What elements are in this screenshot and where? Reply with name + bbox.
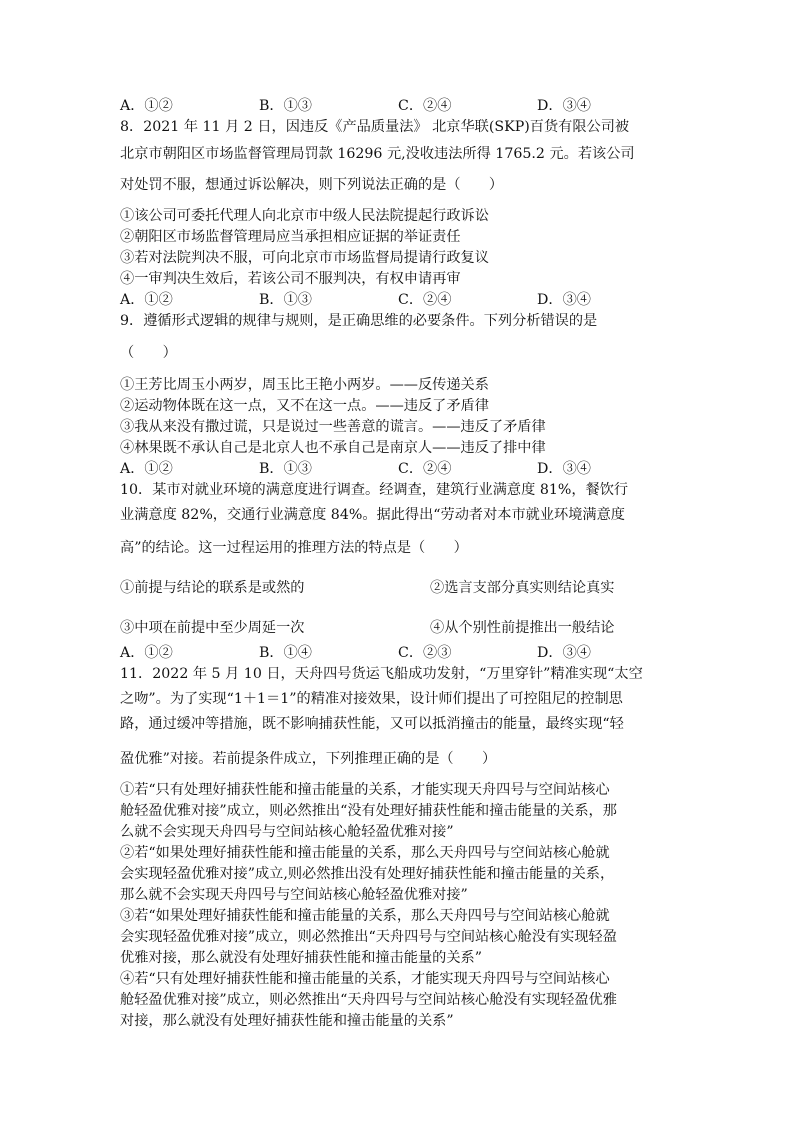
q10-option-a[interactable]: A．①②	[120, 645, 173, 661]
q8-item-3: ③若对法院判决不服，可向北京市市场监督局提请行政复议	[120, 250, 489, 266]
q8-item-4: ④一审判决生效后，若该公司不服判决，有权申请再审	[120, 271, 461, 287]
q11-stem-line-4: 盈优雅”对接。若前提条件成立，下列推理正确的是（ ）	[120, 751, 497, 767]
q7-options	[120, 96, 680, 117]
q11-stem-line-2: 之吻”。为了实现“1＋1＝1”的精准对接效果，设计师们提出了可控阻尼的控制思	[120, 691, 623, 707]
q11-item-1-line-1: ①若“只有处理好捕获性能和撞击能量的关系，才能实现天舟四号与空间站核心	[120, 782, 610, 798]
question-9	[120, 311, 680, 480]
q10-items-row-2	[120, 618, 680, 639]
q9-stem-line-2: （ ）	[120, 345, 177, 361]
q10-item-3: ③中项在前提中至少周延一次	[120, 620, 305, 636]
q11-stem-line-3: 路，通过缓冲等措施，既不影响捕获性能，又可以抵消撞击的能量，最终实现“轻	[120, 716, 624, 732]
q10-option-c[interactable]: C．②③	[398, 645, 452, 661]
q7-option-d[interactable]: D．③④	[537, 98, 591, 114]
q9-option-a[interactable]: A．①②	[120, 461, 173, 477]
q10-item-4: ④从个别性前提推出一般结论	[430, 620, 615, 636]
q10-stem-line-2: 业满意度 82%，交通行业满意度 84%。据此得出“劳动者对本市就业环境满意度	[120, 507, 625, 523]
q9-item-2: ②运动物体既在这一点，又不在这一点。——违反了矛盾律	[120, 398, 489, 414]
q9-options	[120, 459, 680, 480]
q11-item-4-line-3: 对接，那么就没有处理好捕获性能和撞击能量的关系”	[120, 1013, 454, 1029]
q8-stem-line-3: 对处罚不服，想通过诉讼解决，则下列说法正确的是（ ）	[120, 177, 504, 193]
q11-item-2-line-2: 会实现轻盈优雅对接”成立,则必然推出没有处理好捕获性能和撞击能量的关系，	[120, 866, 615, 882]
q11-item-1-line-2: 舱轻盈优雅对接”成立，则必然推出“没有处理好捕获性能和撞击能量的关系，那	[120, 803, 617, 819]
q9-option-b[interactable]: B．①③	[259, 461, 312, 477]
q9-option-d[interactable]: D．③④	[537, 461, 591, 477]
q8-stem-line-1: 8．2021 年 11 月 2 日，因违反《产品质量法》 北京华联(SKP)百货有限公司被	[120, 119, 630, 135]
q7-option-b[interactable]: B．①③	[259, 98, 312, 114]
q8-stem-line-2: 北京市朝阳区市场监督管理局罚款 16296 元,没收违法所得 1765.2 元。若该公司	[120, 146, 635, 162]
q9-item-3: ③我从来没有撒过谎，只是说过一些善意的谎言。——违反了矛盾律	[120, 419, 546, 435]
question-10	[120, 480, 680, 664]
q10-item-1: ①前提与结论的联系是或然的	[120, 580, 305, 596]
q9-stem-line-1: 9．遵循形式逻辑的规律与规则，是正确思维的必要条件。下列分析错误的是	[120, 313, 598, 329]
q9-item-4: ④林果既不承认自己是北京人也不承自己是南京人——违反了排中律	[120, 440, 546, 456]
q11-item-4-line-1: ④若“只有处理好捕获性能和撞击能量的关系，才能实现天舟四号与空间站核心	[120, 971, 610, 987]
q11-item-2-line-3: 那么就不会实现天舟四号与空间站核心舱轻盈优雅对接”	[120, 887, 468, 903]
q7-option-a[interactable]: A．①②	[120, 98, 173, 114]
q9-option-c[interactable]: C．②④	[398, 461, 452, 477]
q10-item-2: ②选言支部分真实则结论真实	[430, 580, 615, 596]
q10-option-b[interactable]: B．①④	[259, 645, 312, 661]
q10-items-row-1	[120, 578, 680, 599]
q8-item-2: ②朝阳区市场监督管理局应当承担相应证据的举证责任	[120, 229, 461, 245]
q8-option-d[interactable]: D．③④	[537, 292, 591, 308]
q8-option-b[interactable]: B．①③	[259, 292, 312, 308]
q10-stem-line-3: 高”的结论。这一过程运用的推理方法的特点是（ ）	[120, 540, 468, 556]
q11-item-4-line-2: 舱轻盈优雅对接”成立，则必然推出“天舟四号与空间站核心舱没有实现轻盈优雅	[120, 992, 617, 1008]
q11-item-1-line-3: 么就不会实现天舟四号与空间站核心舱轻盈优雅对接”	[120, 824, 454, 840]
q8-option-c[interactable]: C．②④	[398, 292, 452, 308]
q8-item-1: ①该公司可委托代理人向北京市中级人民法院提起行政诉讼	[120, 208, 489, 224]
q8-options	[120, 290, 680, 311]
q11-stem-line-1: 11．2022 年 5 月 10 日，天舟四号货运飞船成功发射，“万里穿针”精准实现“太空	[120, 666, 643, 682]
q10-option-d[interactable]: D．③④	[537, 645, 591, 661]
question-8	[120, 117, 680, 311]
q10-stem-line-1: 10．某市对就业环境的满意度进行调查。经调查，建筑行业满意度 81%，餐饮行	[120, 482, 629, 498]
q11-item-3-line-1: ③若“如果处理好捕获性能和撞击能量的关系，那么天舟四号与空间站核心舱就	[120, 908, 610, 924]
q9-item-1: ①王芳比周玉小两岁，周玉比王艳小两岁。——反传递关系	[120, 377, 489, 393]
q11-item-3-line-2: 会实现轻盈优雅对接”成立，则必然推出“天舟四号与空间站核心舱没有实现轻盈	[120, 929, 617, 945]
question-11	[120, 664, 680, 1032]
q7-option-c[interactable]: C．②④	[398, 98, 452, 114]
q11-item-3-line-3: 优雅对接，那么就没有处理好捕获性能和撞击能量的关系”	[120, 950, 482, 966]
q10-options	[120, 643, 680, 664]
exam-page	[120, 96, 680, 1032]
q11-item-2-line-1: ②若“如果处理好捕获性能和撞击能量的关系，那么天舟四号与空间站核心舱就	[120, 845, 610, 861]
q8-option-a[interactable]: A．①②	[120, 292, 173, 308]
